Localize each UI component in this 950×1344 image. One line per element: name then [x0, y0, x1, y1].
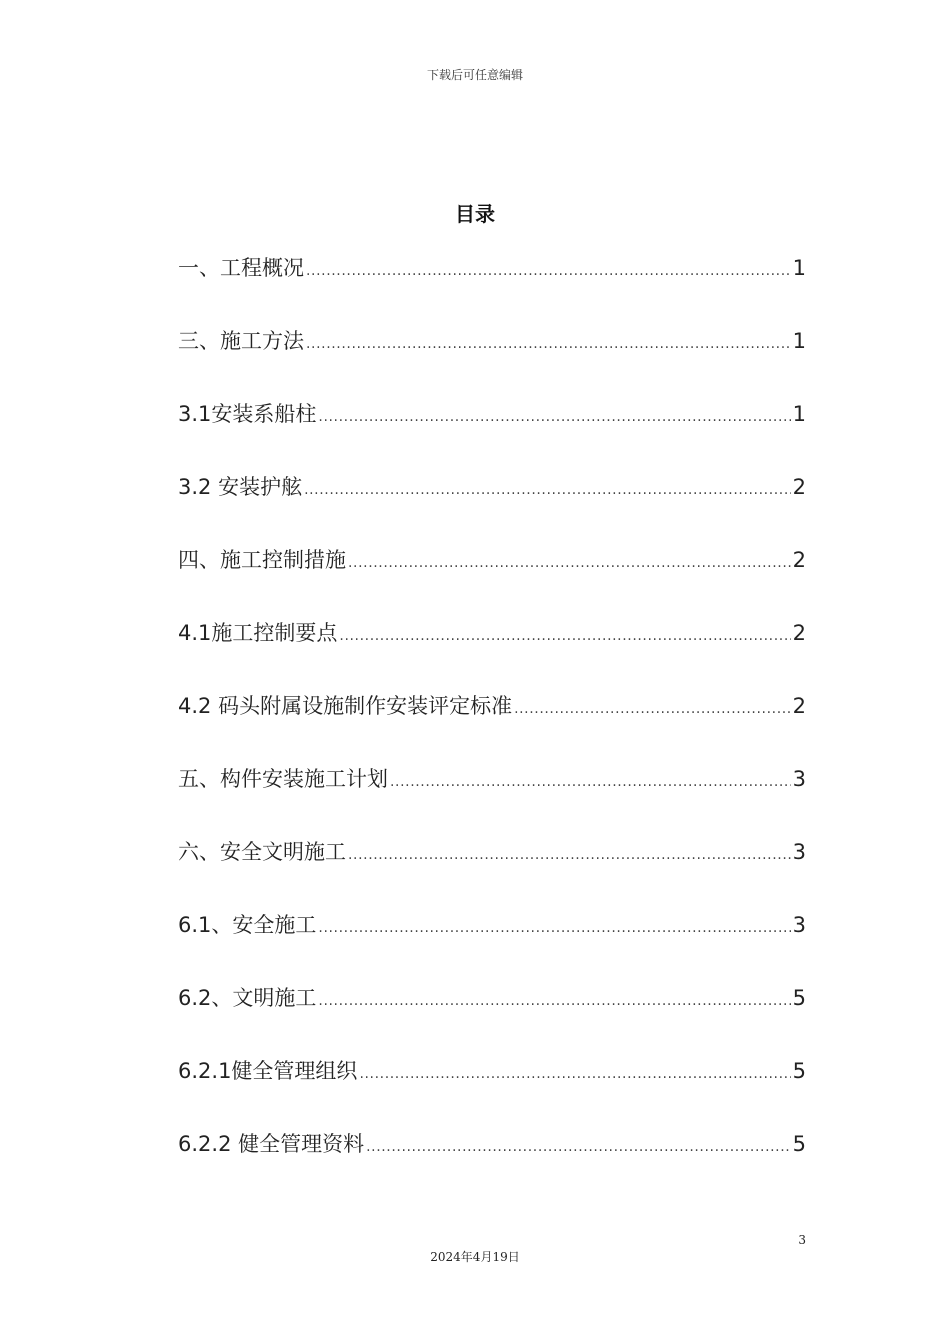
toc-entry-page: 3 [792, 913, 806, 937]
toc-dot-leader [348, 543, 791, 583]
toc-entry-page: 3 [792, 840, 806, 864]
toc-dot-leader [318, 397, 790, 437]
page-footer-date: 2024年4月19日 [430, 1250, 520, 1264]
page-header: 下载后可任意编辑 [426, 68, 523, 82]
page-number: 3 [798, 1233, 806, 1247]
toc-dot-leader [359, 1054, 790, 1094]
toc-entry-page: 2 [792, 475, 806, 499]
toc-entry-3[interactable] [178, 394, 806, 467]
toc-entry-11[interactable] [178, 978, 806, 1051]
toc-dot-leader [514, 689, 791, 729]
toc-entry-label: 四、施工控制措施 [178, 548, 346, 572]
toc-entry-page: 5 [792, 1132, 806, 1156]
toc-dot-leader [390, 762, 791, 802]
toc-entry-label: 6.2.2 健全管理资料 [178, 1132, 365, 1156]
toc-entry-7[interactable] [178, 686, 806, 759]
toc-entry-13[interactable] [178, 1124, 806, 1197]
toc-entry-label: 6.2.1健全管理组织 [178, 1059, 358, 1083]
toc-entry-8[interactable] [178, 759, 806, 832]
toc-entry-page: 1 [792, 329, 806, 353]
toc-entry-label: 4.1施工控制要点 [178, 621, 338, 645]
toc-entry-page: 5 [792, 986, 806, 1010]
table-of-contents [178, 248, 806, 1197]
toc-dot-leader [306, 324, 791, 364]
toc-entry-label: 一、工程概况 [178, 256, 304, 280]
toc-entry-1[interactable] [178, 248, 806, 321]
toc-dot-leader [366, 1127, 791, 1167]
toc-entry-4[interactable] [178, 467, 806, 540]
toc-dot-leader [348, 835, 791, 875]
toc-entry-12[interactable] [178, 1051, 806, 1124]
toc-entry-label: 6.2、文明施工 [178, 986, 317, 1010]
toc-entry-5[interactable] [178, 540, 806, 613]
toc-title: 目录 [455, 202, 495, 226]
toc-entry-page: 1 [792, 256, 806, 280]
toc-entry-label: 六、安全文明施工 [178, 840, 346, 864]
toc-entry-6[interactable] [178, 613, 806, 686]
toc-dot-leader [304, 470, 791, 510]
toc-dot-leader [318, 981, 790, 1021]
toc-entry-page: 2 [792, 548, 806, 572]
toc-entry-label: 3.2 安装护舷 [178, 475, 303, 499]
toc-entry-label: 三、施工方法 [178, 329, 304, 353]
toc-entry-page: 5 [792, 1059, 806, 1083]
toc-dot-leader [306, 251, 791, 291]
toc-entry-page: 2 [792, 694, 806, 718]
toc-dot-leader [318, 908, 790, 948]
toc-entry-label: 4.2 码头附属设施制作安装评定标准 [178, 694, 513, 718]
toc-entry-label: 3.1安装系船柱 [178, 402, 317, 426]
toc-entry-2[interactable] [178, 321, 806, 394]
toc-entry-10[interactable] [178, 905, 806, 978]
toc-entry-page: 1 [792, 402, 806, 426]
toc-entry-page: 3 [792, 767, 806, 791]
toc-entry-label: 五、构件安装施工计划 [178, 767, 388, 791]
toc-dot-leader [339, 616, 790, 656]
toc-entry-9[interactable] [178, 832, 806, 905]
toc-entry-page: 2 [792, 621, 806, 645]
toc-entry-label: 6.1、安全施工 [178, 913, 317, 937]
